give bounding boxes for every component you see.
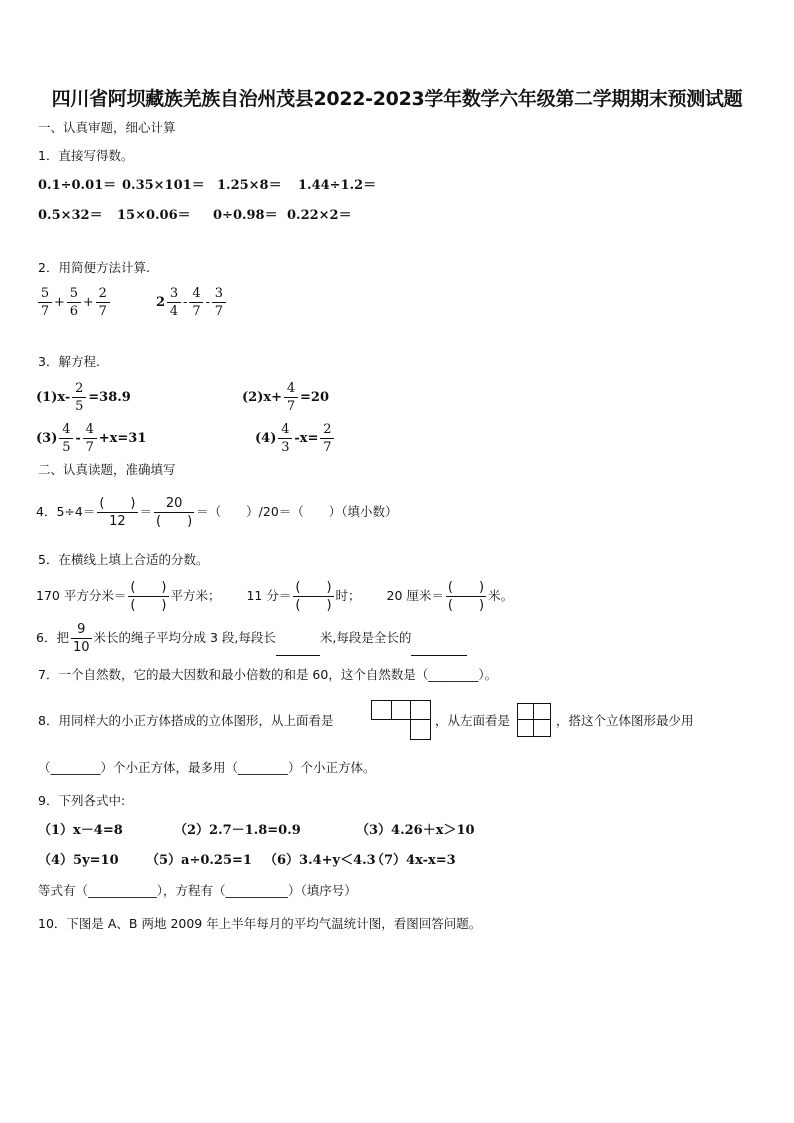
q2-expression-2: 2 $\frac{3}{4}$ - $\frac{4}{7}$ - $\frac{3}{7}$	[156, 285, 228, 321]
section-1-heading: 一、认真审题，细心计算	[38, 120, 176, 135]
q3-label: 3．解方程.	[38, 354, 100, 369]
q10-question: 10．下图是 A、B 两地 2009 年上半年每月的平均气温统计图，看图回答问题。	[38, 916, 482, 931]
q6-question: 6．把 $\frac{9}{10}$ 米长的绳子平均分成 3 段,每段长 米,每段是全长的	[36, 620, 467, 656]
answer-blank[interactable]	[276, 641, 320, 656]
q1-item: 0.1÷0.01＝	[38, 178, 117, 193]
answer-blank[interactable]	[411, 641, 467, 656]
q3-equation-1: (1)x- $\frac{2}{5}$ =38.9	[36, 381, 131, 414]
top-view-figure	[371, 700, 431, 740]
q1-item: 15×0.06＝	[117, 208, 191, 223]
q2-expression-1: $\frac{5}{7}$ + $\frac{5}{6}$ + $\frac{2}{7}$	[36, 285, 112, 321]
q7-question: 7．一个自然数，它的最大因数和最小倍数的和是 60，这个自然数是（________）。	[38, 667, 498, 682]
q5-label: 5．在横线上填上合适的分数。	[38, 552, 209, 567]
q1-item: 1.44÷1.2＝	[298, 178, 377, 193]
q3-equation-2: (2)x+ $\frac{4}{7}$ =20	[242, 381, 329, 414]
q8-text-b: ，从左面看是	[435, 713, 511, 728]
q2-label: 2．用简便方法计算.	[38, 260, 150, 275]
q8-text-c: ，搭这个立体图形最少用	[556, 713, 694, 728]
q8-text-a: 8．用同样大的小正方体搭成的立体图形，从上面看是	[38, 713, 334, 728]
q4-question: 4．5÷4＝ $\frac{( )}{12}$ ＝ $\frac{20}{( )}$ ＝（ ）/20＝（ ）（填小数）	[36, 496, 398, 529]
q1-item: 0.35×101＝	[122, 178, 205, 193]
q9-item: （1）x－4=8	[38, 823, 123, 838]
q9-item: （7）4x-x=3	[371, 853, 456, 868]
q9-item: （6）3.4+y＜4.3	[264, 853, 376, 868]
q1-item: 0.22×2＝	[287, 208, 352, 223]
q1-label: 1．直接写得数。	[38, 148, 134, 163]
q8-text-d: （________）个小正方体，最多用（________）个小正方体。	[38, 760, 376, 775]
q9-label: 9．下列各式中:	[38, 793, 126, 808]
q9-item: （4）5y=10	[38, 853, 119, 868]
section-2-heading: 二、认真读题，准确填写	[38, 462, 176, 477]
q9-item: （5）a÷0.25=1	[146, 853, 252, 868]
q9-answer-line: 等式有（___________），方程有（__________）（填序号）	[38, 883, 357, 898]
q3-equation-4: (4) $\frac{4}{3}$ -x= $\frac{2}{7}$	[255, 421, 336, 457]
q1-item: 0÷0.98＝	[213, 208, 278, 223]
left-view-figure	[517, 703, 551, 737]
q1-item: 0.5×32＝	[38, 208, 103, 223]
q3-equation-3: (3) $\frac{4}{5}$ - $\frac{4}{7}$ +x=31	[36, 422, 147, 455]
q9-item: （2）2.7－1.8=0.9	[174, 823, 301, 838]
q1-item: 1.25×8＝	[217, 178, 282, 193]
q5-blanks: 170 平方分米＝ $\frac{( )}{( )}$ 平方米； 11 分＝ $\frac{( )}{( )}$ 时； 20 厘米＝ $\frac{( )}{( )}$ 米。	[36, 580, 514, 613]
q9-item: （3）4.26＋x＞10	[356, 823, 475, 838]
page-title: 四川省阿坝藏族羌族自治州茂县2022-2023学年数学六年级第二学期期末预测试题	[51, 88, 743, 110]
